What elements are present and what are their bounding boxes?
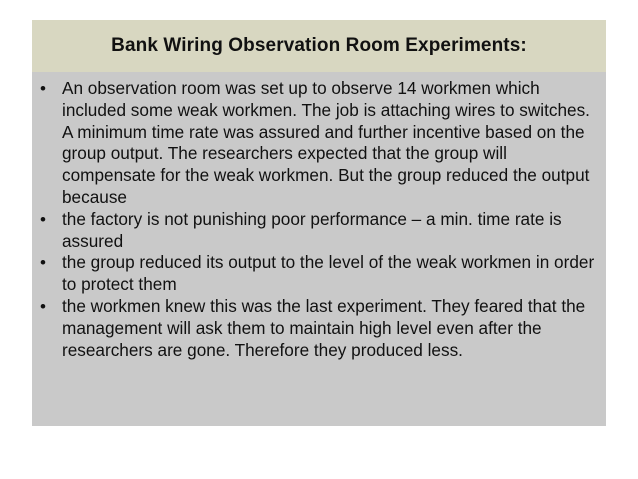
bullet-text: the group reduced its output to the level of the weak workmen in order to protect them <box>62 252 595 295</box>
bullet-icon: • <box>40 209 46 229</box>
bullet-icon: • <box>40 296 46 316</box>
content-box <box>32 72 606 426</box>
bullet-item <box>38 252 598 296</box>
bullet-list <box>38 78 598 361</box>
bullet-text: the workmen knew this was the last experiment. They feared that the management will ask them to maintain high level even after the researchers are gone. Therefore they produced less. <box>62 295 586 360</box>
bullet-item <box>38 209 598 253</box>
bullet-item <box>38 78 598 209</box>
bullet-item <box>38 296 598 361</box>
bullet-icon: • <box>40 79 46 98</box>
bullet-text: the factory is not punishing poor performance – a min. time rate is assured <box>62 208 562 251</box>
bullet-text: An observation room was set up to observe 14 workmen which included some weak workmen. The job is attaching wires to switches. A minimum time rate was assured and further incentive based on the group output. The researchers expected that the group will compensate for the weak workmen. But the group reduced the output because <box>62 78 590 207</box>
title-bar <box>32 20 606 72</box>
slide-title: Bank Wiring Observation Room Experiments: <box>111 35 527 56</box>
bullet-icon: • <box>40 253 46 273</box>
